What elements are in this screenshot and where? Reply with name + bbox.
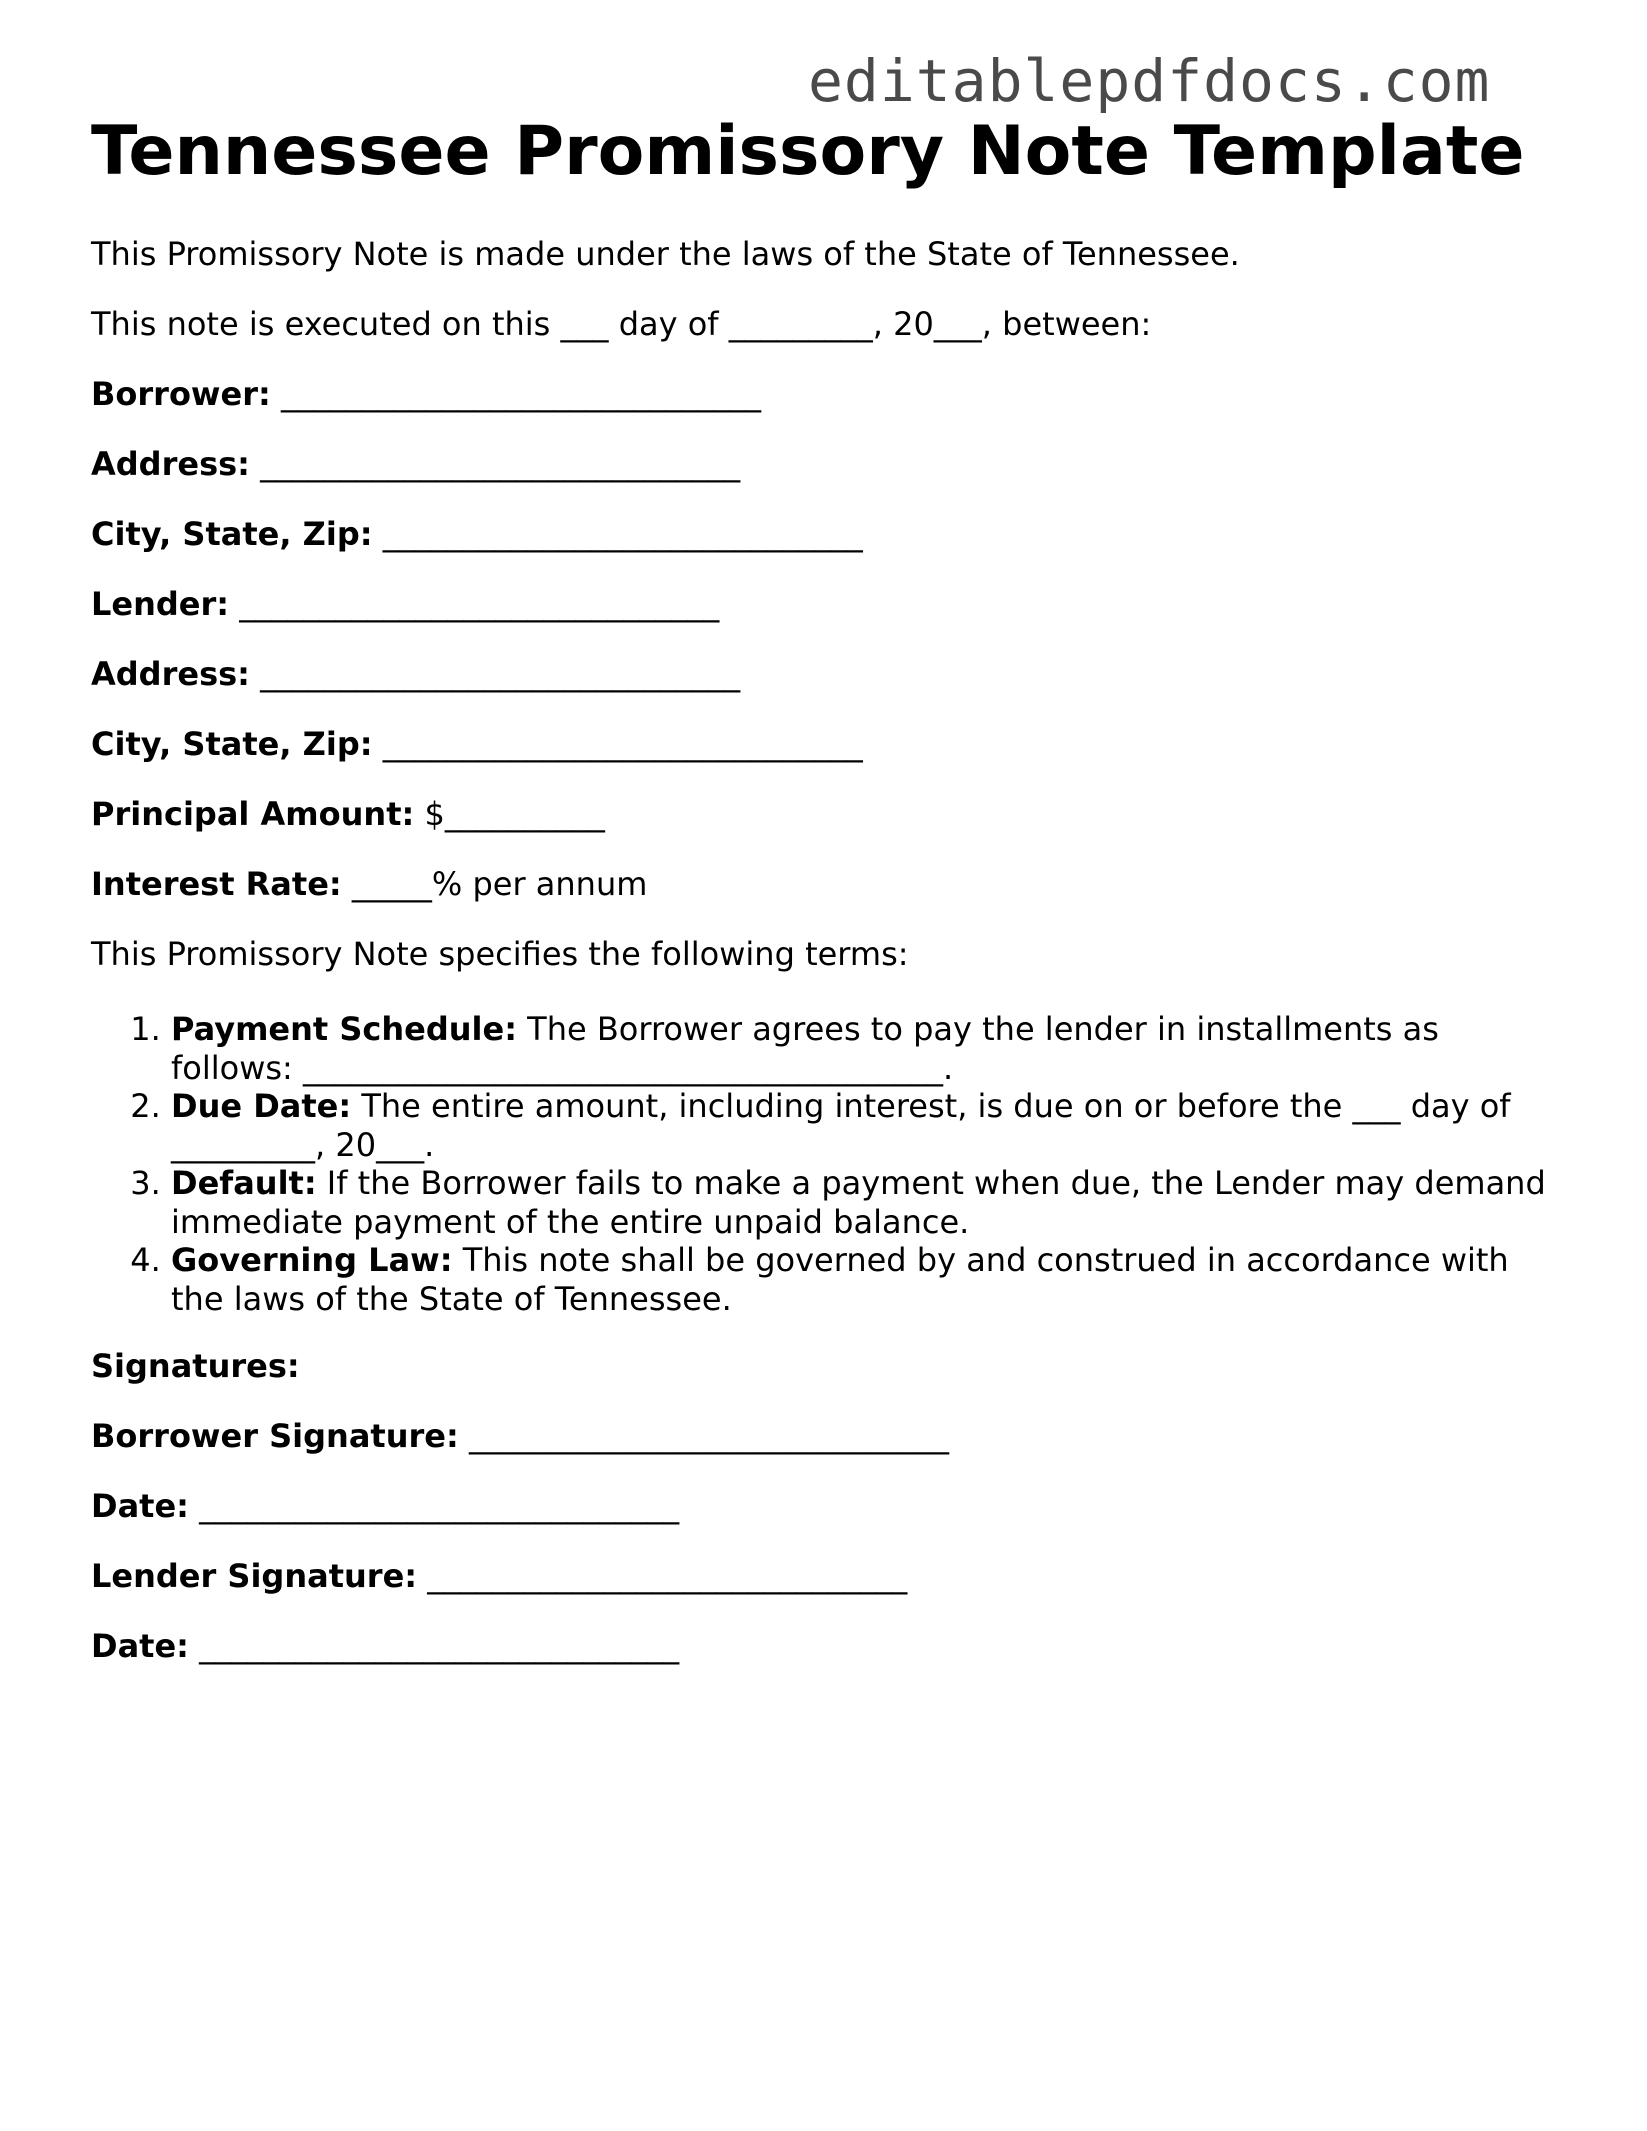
signatures-heading-text: Signatures: (91, 1347, 300, 1385)
lender-blank[interactable]: ______________________________ (239, 585, 720, 623)
borrower-city-blank[interactable]: ______________________________ (382, 515, 863, 553)
interest-rate-field[interactable] (91, 865, 648, 903)
interest-rate-blank[interactable]: _____% per annum (351, 865, 648, 903)
principal-amount-field[interactable] (91, 795, 605, 833)
lender-address-field[interactable] (91, 655, 741, 693)
term-payment-schedule (171, 1010, 1551, 1087)
term-label: Default: (171, 1164, 317, 1202)
term-text: The Borrower agrees to pay the lender in installments as follows: ________________________________________. (171, 1010, 1439, 1087)
execution-date-line: This note is executed on this ___ day of _________, 20___, between: (91, 305, 1152, 343)
lender-signature-label: Lender Signature: (91, 1557, 418, 1595)
lender-city-label: City, State, Zip: (91, 725, 373, 763)
term-text: If the Borrower fails to make a payment when due, the Lender may demand immediate payment of the entire unpaid balance. (171, 1164, 1546, 1241)
term-label: Payment Schedule: (171, 1010, 517, 1048)
borrower-field[interactable] (91, 375, 761, 413)
lender-city-blank[interactable]: ______________________________ (382, 725, 863, 763)
signatures-heading (91, 1347, 300, 1385)
borrower-city-label: City, State, Zip: (91, 515, 373, 553)
document-title: Tennessee Promissory Note Template (91, 112, 1525, 191)
borrower-signature-field[interactable] (91, 1417, 949, 1455)
lender-address-label: Address: (91, 655, 250, 693)
interest-rate-label: Interest Rate: (91, 865, 342, 903)
borrower-signature-label: Borrower Signature: (91, 1417, 459, 1455)
terms-intro: This Promissory Note specifies the following terms: (91, 935, 909, 973)
term-due-date (171, 1087, 1551, 1164)
lender-signature-field[interactable] (91, 1557, 908, 1595)
borrower-date-blank[interactable]: ______________________________ (199, 1487, 680, 1525)
borrower-blank[interactable]: ______________________________ (280, 375, 761, 413)
borrower-signature-blank[interactable]: ______________________________ (468, 1417, 949, 1455)
borrower-date-field[interactable] (91, 1487, 680, 1525)
intro-paragraph: This Promissory Note is made under the laws of the State of Tennessee. (91, 235, 1240, 273)
lender-label: Lender: (91, 585, 230, 623)
lender-field[interactable] (91, 585, 720, 623)
terms-list (91, 1010, 1551, 1318)
term-label: Governing Law: (171, 1241, 453, 1279)
principal-amount-blank[interactable]: $__________ (424, 795, 605, 833)
borrower-date-label: Date: (91, 1487, 189, 1525)
term-default (171, 1164, 1551, 1241)
principal-amount-label: Principal Amount: (91, 795, 415, 833)
borrower-city-field[interactable] (91, 515, 863, 553)
borrower-address-field[interactable] (91, 445, 741, 483)
lender-address-blank[interactable]: ______________________________ (260, 655, 741, 693)
borrower-address-blank[interactable]: ______________________________ (260, 445, 741, 483)
lender-date-blank[interactable]: ______________________________ (199, 1627, 680, 1665)
term-text: This note shall be governed by and construed in accordance with the laws of the State of Tennessee. (171, 1241, 1509, 1318)
lender-date-field[interactable] (91, 1627, 680, 1665)
lender-city-field[interactable] (91, 725, 863, 763)
term-text: The entire amount, including interest, is due on or before the ___ day of _________, 20___. (171, 1087, 1511, 1164)
lender-signature-blank[interactable]: ______________________________ (427, 1557, 908, 1595)
watermark-site-name: editablepdfdocs.com (808, 47, 1491, 115)
term-governing-law (171, 1241, 1551, 1318)
term-label: Due Date: (171, 1087, 352, 1125)
borrower-label: Borrower: (91, 375, 271, 413)
borrower-address-label: Address: (91, 445, 250, 483)
lender-date-label: Date: (91, 1627, 189, 1665)
